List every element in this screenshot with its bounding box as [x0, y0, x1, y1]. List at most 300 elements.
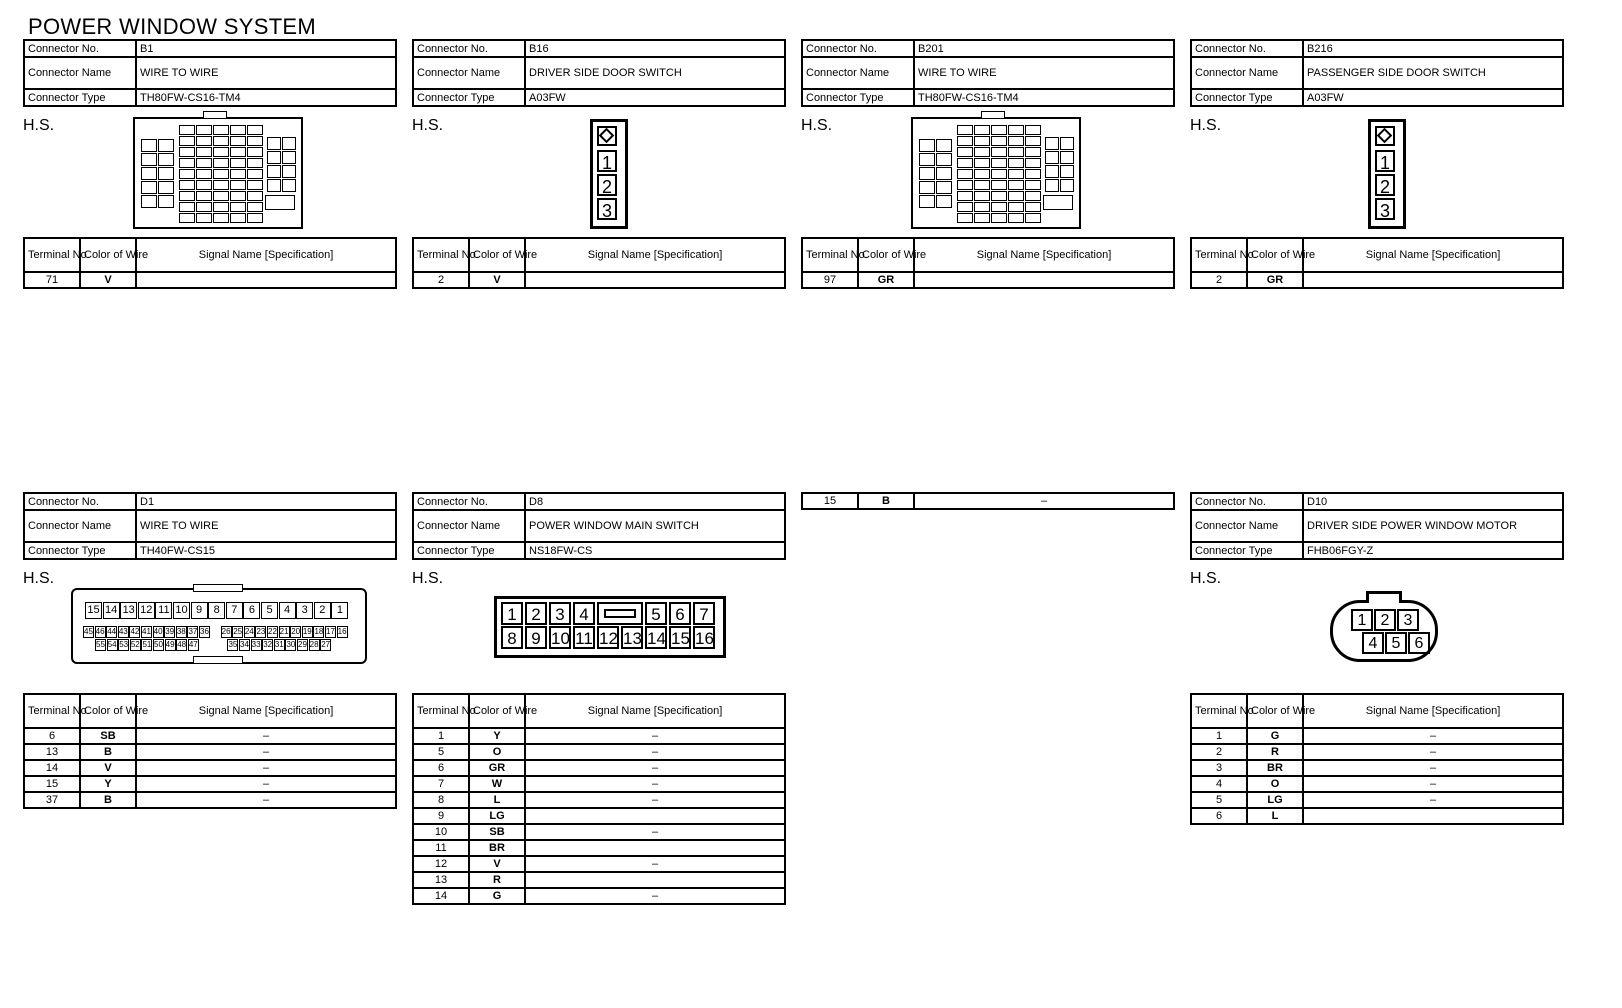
connector-face-icon	[133, 117, 303, 229]
pin-cell	[974, 136, 990, 146]
connector-name-label: Connector Name	[802, 57, 914, 89]
connector-no-value: D8	[525, 493, 785, 510]
pin-label: 2	[1375, 174, 1395, 196]
wire-color-cell: LG	[469, 808, 525, 824]
pin-cell	[919, 167, 935, 180]
pin-cell	[991, 213, 1007, 223]
wire-color-cell: GR	[469, 760, 525, 776]
connector-face-icon	[590, 119, 628, 229]
pin-label: 12	[597, 626, 619, 649]
color-of-wire-header: Color of Wire	[858, 238, 914, 272]
connector-name-label: Connector Name	[24, 57, 136, 89]
table-row	[413, 856, 785, 872]
signal-cell: –	[525, 728, 785, 744]
connector-type-label: Connector Type	[802, 89, 914, 106]
connector-face-icon	[494, 596, 726, 658]
pin-cell	[282, 165, 296, 178]
pin-cell	[213, 147, 229, 157]
terminal-no-header: Terminal No.	[24, 694, 80, 728]
pin-cell	[247, 147, 263, 157]
signal-cell: –	[1303, 776, 1563, 792]
connector-type-label: Connector Type	[413, 89, 525, 106]
pin-cell	[230, 169, 246, 179]
connector-face-icon	[1368, 119, 1406, 229]
terminal-no-header: Terminal No.	[413, 238, 469, 272]
pin-label: 51	[142, 640, 152, 649]
connector-block	[412, 39, 786, 289]
pin-cell	[974, 125, 990, 135]
table-row	[24, 792, 396, 808]
pin-label: 53	[119, 640, 129, 649]
connector-no-label: Connector No.	[1191, 493, 1303, 510]
pin-cell	[141, 195, 157, 208]
pin-cell	[936, 181, 952, 194]
table-row	[24, 272, 396, 288]
signal-name-header: Signal Name [Specification]	[1303, 694, 1563, 728]
connector-type-value: FHB06FGY-Z	[1303, 542, 1563, 559]
pin-cell	[1008, 191, 1024, 201]
table-row	[1191, 728, 1563, 744]
connector-diagram	[412, 560, 786, 693]
harness-side-icon	[1190, 117, 1245, 172]
hs-label: H.S.	[801, 117, 833, 134]
pin-cell	[230, 147, 246, 157]
terminal-cell: 3	[1191, 760, 1247, 776]
pin-cell	[158, 181, 174, 194]
pin-label: 24	[244, 627, 254, 636]
pin-label: 20	[291, 627, 301, 636]
pin-cell	[196, 202, 212, 212]
pin-label: 15	[669, 626, 691, 649]
signal-cell	[525, 808, 785, 824]
pin-cell	[1025, 147, 1041, 157]
pin-cell	[196, 136, 212, 146]
connector-no-label: Connector No.	[24, 493, 136, 510]
pin-label: 6	[669, 602, 691, 625]
connector-block	[801, 39, 1175, 289]
pin-label: 16	[693, 626, 715, 649]
pin-label: 28	[309, 640, 319, 649]
wire-color-cell: V	[80, 272, 136, 288]
color-of-wire-header: Color of Wire	[1247, 238, 1303, 272]
connector-block	[412, 492, 786, 905]
pin-cell	[1008, 180, 1024, 190]
pin-label: 50	[154, 640, 163, 649]
pin-cell	[1060, 179, 1074, 192]
connector-no-label: Connector No.	[413, 493, 525, 510]
hs-label: H.S.	[412, 117, 444, 134]
pin-label: 5	[1385, 632, 1407, 654]
connector-type-value: TH80FW-CS16-TM4	[914, 89, 1174, 106]
table-row	[24, 776, 396, 792]
connector-type-value: NS18FW-CS	[525, 542, 785, 559]
pin-label: 33	[251, 640, 261, 649]
signal-cell: –	[525, 856, 785, 872]
pin-cell	[267, 137, 281, 150]
terminal-cell: 97	[802, 272, 858, 288]
terminal-cell: 37	[24, 792, 80, 808]
connector-no-label: Connector No.	[24, 40, 136, 57]
connector-type-label: Connector Type	[1191, 542, 1303, 559]
terminal-no-header: Terminal No.	[1191, 694, 1247, 728]
terminal-cell: 2	[1191, 272, 1247, 288]
pin-label: 47	[188, 640, 198, 649]
terminal-cell: 5	[1191, 792, 1247, 808]
connector-latch-icon	[203, 111, 227, 119]
harness-side-icon	[412, 570, 467, 625]
terminal-cell: 15	[24, 776, 80, 792]
signal-cell	[914, 272, 1174, 288]
signal-cell: –	[525, 792, 785, 808]
wire-color-cell: V	[80, 760, 136, 776]
terminal-cell: 6	[413, 760, 469, 776]
key-diamond-icon	[1375, 126, 1395, 146]
table-row	[1191, 744, 1563, 760]
pin-cell	[196, 158, 212, 168]
terminal-table	[801, 492, 1175, 510]
connector-block	[801, 492, 1175, 510]
terminal-cell: 14	[413, 888, 469, 904]
terminal-no-header: Terminal No.	[413, 694, 469, 728]
connector-name-label: Connector Name	[24, 510, 136, 542]
pin-label: 54	[107, 640, 117, 649]
connector-info-table	[1190, 492, 1564, 560]
pin-cell	[1008, 125, 1024, 135]
pin-cell	[141, 181, 157, 194]
pin-label: 45	[84, 627, 93, 636]
signal-cell: –	[136, 760, 396, 776]
pin-label: 6	[1408, 632, 1430, 654]
pin-label: 40	[153, 627, 163, 636]
pin-cell	[1045, 151, 1059, 164]
wire-color-cell: BR	[1247, 760, 1303, 776]
connector-info-table	[23, 39, 397, 107]
signal-cell	[1303, 272, 1563, 288]
page-title: POWER WINDOW SYSTEM	[28, 14, 317, 39]
pin-cell	[1008, 213, 1024, 223]
wire-color-cell: L	[469, 792, 525, 808]
diamond-mark	[599, 128, 615, 144]
connector-block	[1190, 39, 1564, 289]
table-row	[413, 872, 785, 888]
pin-cell	[282, 137, 296, 150]
connector-name-value: WIRE TO WIRE	[136, 57, 396, 89]
pin-cell	[247, 180, 263, 190]
connector-diagram	[1190, 560, 1564, 693]
connector-name-value: POWER WINDOW MAIN SWITCH	[525, 510, 785, 542]
terminal-cell: 6	[24, 728, 80, 744]
pin-label: 48	[177, 640, 187, 649]
terminal-cell: 9	[413, 808, 469, 824]
pin-cell	[282, 179, 296, 192]
pin-cell	[213, 169, 229, 179]
pin-cell	[196, 213, 212, 223]
signal-cell: –	[1303, 760, 1563, 776]
pin-cell	[213, 180, 229, 190]
table-row	[413, 272, 785, 288]
pin-cell	[179, 213, 195, 223]
table-row	[1191, 760, 1563, 776]
signal-cell	[525, 272, 785, 288]
terminal-table	[23, 237, 397, 289]
signal-name-header: Signal Name [Specification]	[525, 238, 785, 272]
color-of-wire-header: Color of Wire	[80, 238, 136, 272]
terminal-table	[801, 237, 1175, 289]
connector-info-table	[412, 492, 786, 560]
pin-label: 41	[142, 627, 151, 636]
table-row	[1191, 272, 1563, 288]
pin-cell	[1008, 147, 1024, 157]
pin-cell	[158, 139, 174, 152]
pin-cell	[1060, 165, 1074, 178]
hs-label: H.S.	[23, 570, 55, 587]
pin-cell	[974, 180, 990, 190]
connector-block	[1190, 492, 1564, 825]
connector-name-value: PASSENGER SIDE DOOR SWITCH	[1303, 57, 1563, 89]
signal-cell: –	[525, 824, 785, 840]
connector-type-value: TH40FW-CS15	[136, 542, 396, 559]
terminal-cell: 1	[413, 728, 469, 744]
pin-label: 52	[130, 640, 140, 649]
pin-cell	[991, 147, 1007, 157]
pin-cell	[179, 158, 195, 168]
pin-cell	[196, 169, 212, 179]
pin-cell	[213, 202, 229, 212]
pin-cell	[213, 125, 229, 135]
pin-cell	[1045, 165, 1059, 178]
wire-color-cell: R	[469, 872, 525, 888]
pin-label: 32	[263, 640, 273, 649]
pin-cell	[919, 139, 935, 152]
pin-cell	[141, 167, 157, 180]
signal-cell: –	[525, 888, 785, 904]
signal-name-header: Signal Name [Specification]	[136, 238, 396, 272]
pin-label: 3	[1375, 198, 1395, 220]
pin-cell	[247, 202, 263, 212]
table-row	[24, 760, 396, 776]
table-row	[1191, 776, 1563, 792]
connector-info-table	[801, 39, 1175, 107]
terminal-cell: 5	[413, 744, 469, 760]
pin-label: 14	[103, 602, 120, 619]
pin-cell	[267, 179, 281, 192]
pin-cell	[141, 153, 157, 166]
pin-label: 5	[261, 602, 278, 619]
pin-cell	[1045, 179, 1059, 192]
signal-cell: –	[1303, 728, 1563, 744]
pin-label: 42	[130, 627, 140, 636]
connector-no-value: B216	[1303, 40, 1563, 57]
pin-cell	[1025, 202, 1041, 212]
table-row	[24, 744, 396, 760]
pin-label: 37	[188, 627, 198, 636]
pin-cell	[957, 147, 973, 157]
pin-cell	[230, 136, 246, 146]
connector-name-label: Connector Name	[1191, 57, 1303, 89]
pin-label: 4	[573, 602, 595, 625]
connector-no-value: B1	[136, 40, 396, 57]
diamond-mark	[1377, 128, 1393, 144]
table-row	[413, 888, 785, 904]
harness-side-icon	[801, 117, 856, 172]
terminal-cell: 12	[413, 856, 469, 872]
pin-cell	[230, 213, 246, 223]
pin-cell	[158, 153, 174, 166]
pin-cell	[1008, 158, 1024, 168]
terminal-cell: 10	[413, 824, 469, 840]
pin-cell	[247, 125, 263, 135]
pin-cell	[196, 191, 212, 201]
connector-no-value: D1	[136, 493, 396, 510]
terminal-table	[412, 237, 786, 289]
pin-label: 36	[200, 627, 209, 636]
pin-cell	[1008, 136, 1024, 146]
wire-color-cell: GR	[1247, 272, 1303, 288]
connector-info-table	[412, 39, 786, 107]
connector-name-label: Connector Name	[413, 510, 525, 542]
wire-color-cell: B	[858, 493, 914, 509]
connector-name-value: DRIVER SIDE POWER WINDOW MOTOR	[1303, 510, 1563, 542]
pin-label: 3	[296, 602, 313, 619]
signal-name-header: Signal Name [Specification]	[1303, 238, 1563, 272]
pin-label: 18	[314, 627, 324, 636]
connector-name-label: Connector Name	[1191, 510, 1303, 542]
key-diamond-icon	[597, 126, 617, 146]
pin-label: 26	[221, 627, 231, 636]
pin-cell	[1025, 136, 1041, 146]
pin-label: 31	[274, 640, 284, 649]
pin-cell	[1025, 213, 1041, 223]
pin-label: 3	[549, 602, 571, 625]
pin-cell	[247, 213, 263, 223]
pin-cell	[957, 180, 973, 190]
pin-cell	[919, 153, 935, 166]
pin-cell	[1025, 158, 1041, 168]
latch-mark	[604, 609, 636, 618]
pin-label: 14	[645, 626, 667, 649]
pin-cell	[282, 151, 296, 164]
terminal-cell: 2	[413, 272, 469, 288]
pin-label: 34	[240, 640, 249, 649]
pin-cell	[196, 147, 212, 157]
table-row	[1191, 808, 1563, 824]
pin-cell	[1025, 180, 1041, 190]
connector-latch-icon	[981, 111, 1005, 119]
connector-type-label: Connector Type	[413, 542, 525, 559]
connector-no-value: B201	[914, 40, 1174, 57]
pin-label: 1	[331, 602, 348, 619]
pin-cell	[247, 158, 263, 168]
pin-label: 3	[1397, 609, 1419, 631]
signal-cell: –	[1303, 744, 1563, 760]
color-of-wire-header: Color of Wire	[469, 238, 525, 272]
pin-cell	[230, 202, 246, 212]
pin-cell	[1025, 169, 1041, 179]
signal-cell: –	[136, 792, 396, 808]
pin-cell	[141, 139, 157, 152]
wire-color-cell: GR	[858, 272, 914, 288]
pin-label: 21	[279, 627, 289, 636]
wire-color-cell: V	[469, 272, 525, 288]
pin-cell	[991, 169, 1007, 179]
pin-cell	[179, 147, 195, 157]
connector-info-table	[1190, 39, 1564, 107]
table-row	[802, 493, 1174, 509]
connector-diagram	[23, 107, 397, 237]
pin-cell	[158, 195, 174, 208]
pin-cell	[230, 191, 246, 201]
table-row	[413, 792, 785, 808]
pin-label: 27	[321, 640, 331, 649]
wire-color-cell: SB	[80, 728, 136, 744]
pin-label: 35	[228, 640, 238, 649]
signal-cell: –	[525, 776, 785, 792]
pin-label: 11	[573, 626, 595, 649]
wire-color-cell: SB	[469, 824, 525, 840]
pin-cell	[1008, 169, 1024, 179]
pin-cell	[957, 169, 973, 179]
pin-cell	[1060, 137, 1074, 150]
wire-color-cell: LG	[1247, 792, 1303, 808]
pin-cell	[936, 139, 952, 152]
terminal-table	[412, 693, 786, 905]
pin-cell	[957, 136, 973, 146]
pin-cell	[230, 180, 246, 190]
pin-cell	[974, 158, 990, 168]
signal-cell: –	[914, 493, 1174, 509]
signal-cell	[136, 272, 396, 288]
wire-color-cell: BR	[469, 840, 525, 856]
harness-side-icon	[412, 117, 467, 172]
table-row	[413, 840, 785, 856]
pin-cell	[1060, 151, 1074, 164]
terminal-no-header: Terminal No.	[24, 238, 80, 272]
hs-label: H.S.	[412, 570, 444, 587]
pin-cell	[991, 158, 1007, 168]
pin-cell	[230, 158, 246, 168]
connector-type-value: TH80FW-CS16-TM4	[136, 89, 396, 106]
terminal-cell: 13	[413, 872, 469, 888]
signal-cell: –	[525, 744, 785, 760]
connector-latch-icon	[193, 584, 243, 592]
connector-type-value: A03FW	[525, 89, 785, 106]
pin-cell	[974, 202, 990, 212]
pin-label: 16	[337, 627, 347, 636]
wire-color-cell: G	[469, 888, 525, 904]
wire-color-cell: W	[469, 776, 525, 792]
connector-block	[23, 39, 397, 289]
pin-label: 30	[286, 640, 296, 649]
pin-label: 43	[118, 627, 128, 636]
pin-label: 19	[302, 627, 312, 636]
table-row	[413, 728, 785, 744]
wire-color-cell: Y	[469, 728, 525, 744]
pin-label: 55	[96, 640, 105, 649]
connector-no-value: D10	[1303, 493, 1563, 510]
pin-label: 2	[314, 602, 331, 619]
signal-cell: –	[136, 776, 396, 792]
connector-type-label: Connector Type	[24, 542, 136, 559]
pin-cell	[230, 125, 246, 135]
connector-diagram	[1190, 107, 1564, 237]
pin-cell	[179, 169, 195, 179]
wire-color-cell: V	[469, 856, 525, 872]
pin-label: 15	[85, 602, 102, 619]
terminal-table	[1190, 237, 1564, 289]
connector-name-value: DRIVER SIDE DOOR SWITCH	[525, 57, 785, 89]
signal-cell	[525, 872, 785, 888]
wire-color-cell: G	[1247, 728, 1303, 744]
